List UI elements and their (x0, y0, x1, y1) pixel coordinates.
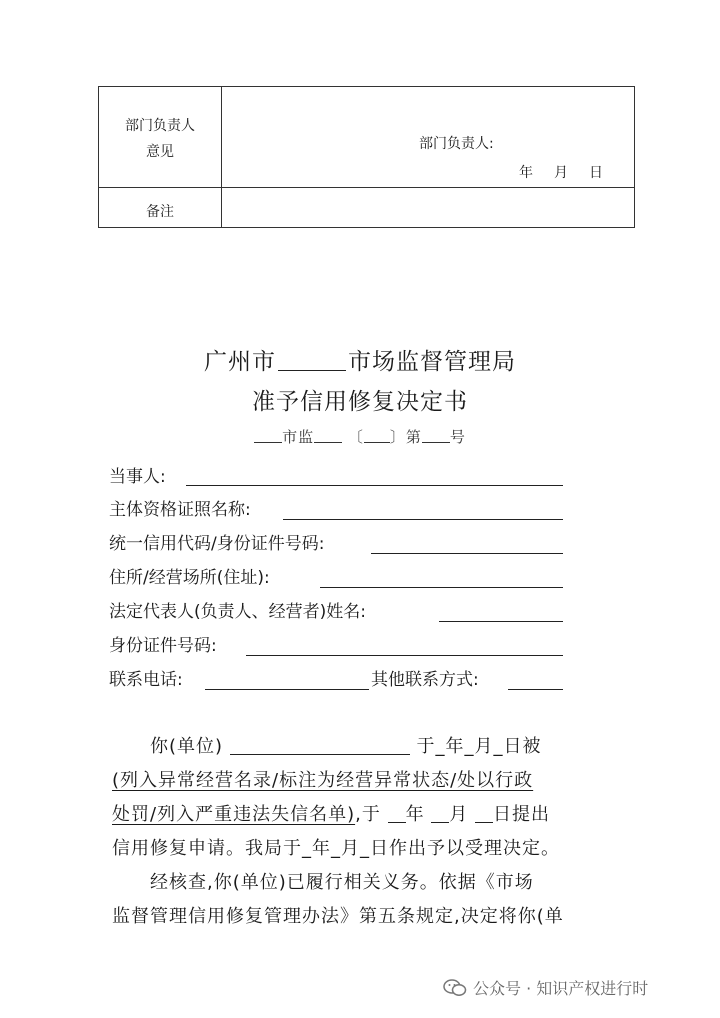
id-number-line[interactable] (246, 655, 563, 656)
body-p1-e: ,于 (355, 804, 381, 825)
legal-rep-line[interactable] (439, 621, 563, 622)
body-year-blank (388, 803, 406, 823)
docno-part4: 号 (449, 428, 466, 446)
document-title-line2: 准予信用修复决定书 (252, 389, 468, 415)
field-party: 当事人: (109, 467, 166, 487)
title-prefix: 广州市 (204, 349, 276, 375)
body-line-3 (112, 798, 550, 832)
field-license-name: 主体资格证照名称: (109, 500, 251, 520)
body-month-blank (431, 803, 449, 823)
field-address: 住所/经营场所(住址): (109, 568, 270, 588)
docno-part3: 〕第 (389, 428, 422, 446)
date-year-label: 年 (519, 165, 533, 181)
field-credit-code: 统一信用代码/身份证件号码: (109, 534, 325, 554)
field-id-number: 身份证件号码: (109, 636, 217, 656)
watermark (443, 976, 648, 999)
body-unit-blank (230, 735, 410, 755)
field-other-contact: 其他联系方式: (371, 670, 479, 690)
address-line[interactable] (320, 587, 563, 588)
body-p1-h: 日提出 (493, 804, 551, 825)
date-day-label: 日 (589, 165, 603, 181)
table-divider-vertical (221, 87, 222, 227)
docno-blank-4 (422, 429, 450, 443)
opinion-label-line2: 意见 (146, 144, 174, 160)
body-p1-f: 年 (405, 804, 425, 825)
document-title-line1 (0, 343, 720, 376)
body-line-4: 信用修复申请。我局于_年_月_日作出予以受理决定。 (112, 838, 560, 859)
body-p1-a: 你(单位) (150, 736, 224, 757)
body-p1-b: 于_年_月_日被 (416, 736, 542, 757)
docno-part1: 市监 (282, 428, 315, 446)
wechat-icon (443, 979, 467, 997)
table-divider-horizontal (99, 187, 634, 188)
body-line-6: 监督管理信用修复管理办法》第五条规定,决定将你(单 (112, 906, 564, 927)
docno-part2: 〔 (347, 428, 364, 446)
body-line-2 (112, 764, 533, 798)
docno-blank-1 (254, 429, 282, 443)
body-line-1 (150, 730, 542, 764)
date-row (519, 162, 624, 182)
approval-table (98, 86, 635, 228)
opinion-label-line1: 部门负责人 (125, 118, 195, 134)
phone-line[interactable] (205, 689, 369, 690)
date-month-label: 月 (554, 165, 568, 181)
remark-label: 备注 (146, 204, 174, 220)
body-day-blank (475, 803, 493, 823)
body-p1-c: (列入异常经营名录/标注为经营异常状态/处以行政 (112, 770, 534, 791)
credit-code-line[interactable] (371, 553, 563, 554)
head-signature-label: 部门负责人: (419, 136, 494, 152)
body-p1-d: 处罚/列入严重违法失信名单) (112, 804, 356, 825)
docno-blank-2 (314, 429, 342, 443)
body-p1-g: 月 (449, 804, 469, 825)
title-suffix: 市场监督管理局 (348, 349, 516, 375)
document-number (0, 426, 720, 447)
party-line[interactable] (186, 485, 563, 486)
field-legal-rep: 法定代表人(负责人、经营者)姓名: (109, 602, 366, 622)
field-phone: 联系电话: (109, 670, 183, 690)
body-line-5: 经核查,你(单位)已履行相关义务。依据《市场 (150, 872, 534, 893)
district-blank (278, 351, 346, 371)
opinion-label (99, 113, 221, 165)
other-contact-line[interactable] (508, 689, 563, 690)
docno-blank-3 (364, 429, 390, 443)
watermark-text: 公众号 · 知识产权进行时 (473, 979, 649, 998)
license-name-line[interactable] (283, 519, 563, 520)
